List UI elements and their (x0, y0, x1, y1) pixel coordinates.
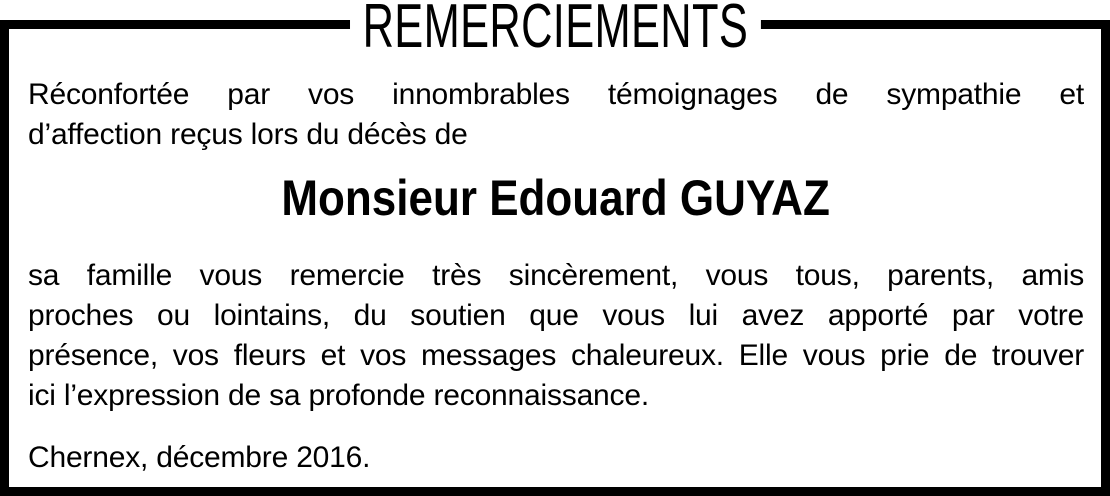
deceased-name-row (28, 171, 1084, 238)
signoff-line: Chernex, décembre 2016. (28, 441, 371, 474)
thanks-line: sa famille vous remercie très sincèrement, vous tous, parents, amis (28, 259, 1084, 292)
notice-content (9, 29, 1101, 478)
deceased-name: Monsieur Edouard GUYAZ (281, 170, 831, 226)
intro-line: d’affection reçus lors du décès de (28, 118, 468, 151)
thanks-line: proches ou lointains, du soutien que vous lui avez apporté par votre (28, 299, 1084, 332)
thanks-line: ici l’expression de sa profonde reconnaissance. (28, 379, 649, 412)
notice-title: REMERCIEMENTS (350, 0, 761, 56)
intro-line: Réconfortée par vos innombrables témoignages de sympathie et (28, 78, 1084, 111)
thanks-line: présence, vos fleurs et vos messages chaleureux. Elle vous prie de trouver (28, 339, 1084, 372)
thanks-paragraph (28, 256, 1084, 416)
intro-paragraph (28, 75, 1084, 155)
